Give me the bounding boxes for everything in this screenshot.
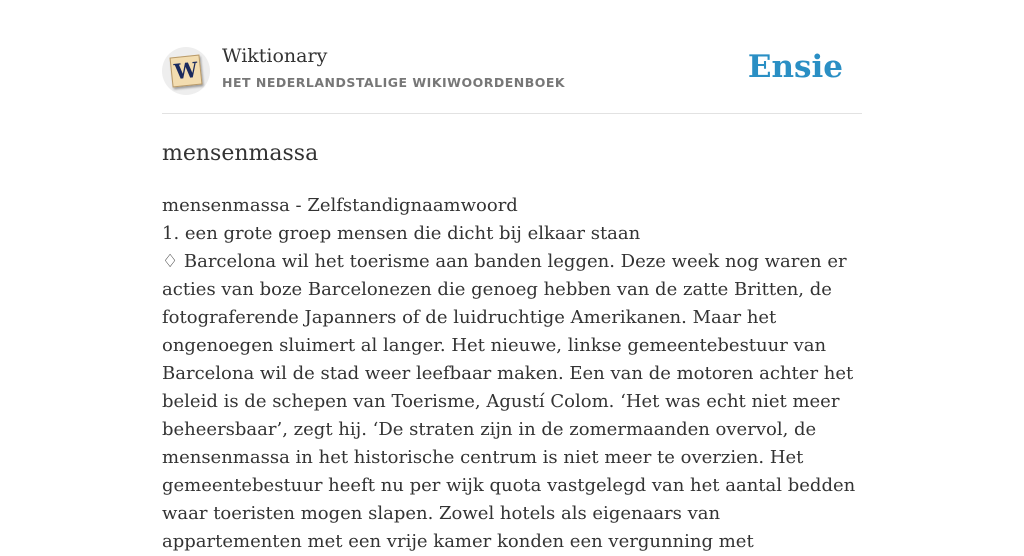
site-subtitle: HET NEDERLANDSTALIGE WIKIWOORDENBOEK [222,75,566,90]
page [162,0,862,556]
header [162,0,862,114]
entry-heading: mensenmassa - Zelfstandignaamwoord [162,195,518,216]
example-text: ♢ Barcelona wil het toerisme aan banden leggen. Deze week nog waren er acties van boze Barcelonezen die genoeg hebben van de zatte Britten, de fotograferende Japanners of de luidruchtige Amerikanen. Maar het ongenoegen sluimert al langer. Het nieuwe, linkse gemeentebestuur van Barcelona wil de stad weer leefbaar maken. Een van de motoren achter het beleid is de schepen van Toerisme, Agustí Colom. ‘Het was echt niet meer beheersbaar’, zegt hij. ‘De straten zijn in de zomermaanden overvol, de mensenmassa in het historische centrum is niet meer te overzien. Het gemeentebestuur heeft nu per wijk quota vastgelegd van het aantal bedden waar toeristen mogen slapen. Zowel hotels als eigenaars van appartementen met een vrije kamer konden een vergunning met [162,251,856,552]
definition: 1. een grote groep mensen die dicht bij elkaar staan [162,223,641,244]
wiktionary-logo[interactable] [162,47,210,95]
site-title[interactable]: Wiktionary [222,45,328,67]
logo-letter: W [172,56,199,85]
entry-content [162,192,862,556]
ensie-brand-logo[interactable]: Ensie [747,49,843,85]
page-title: mensenmassa [162,141,319,166]
w-tile-icon [170,55,203,88]
